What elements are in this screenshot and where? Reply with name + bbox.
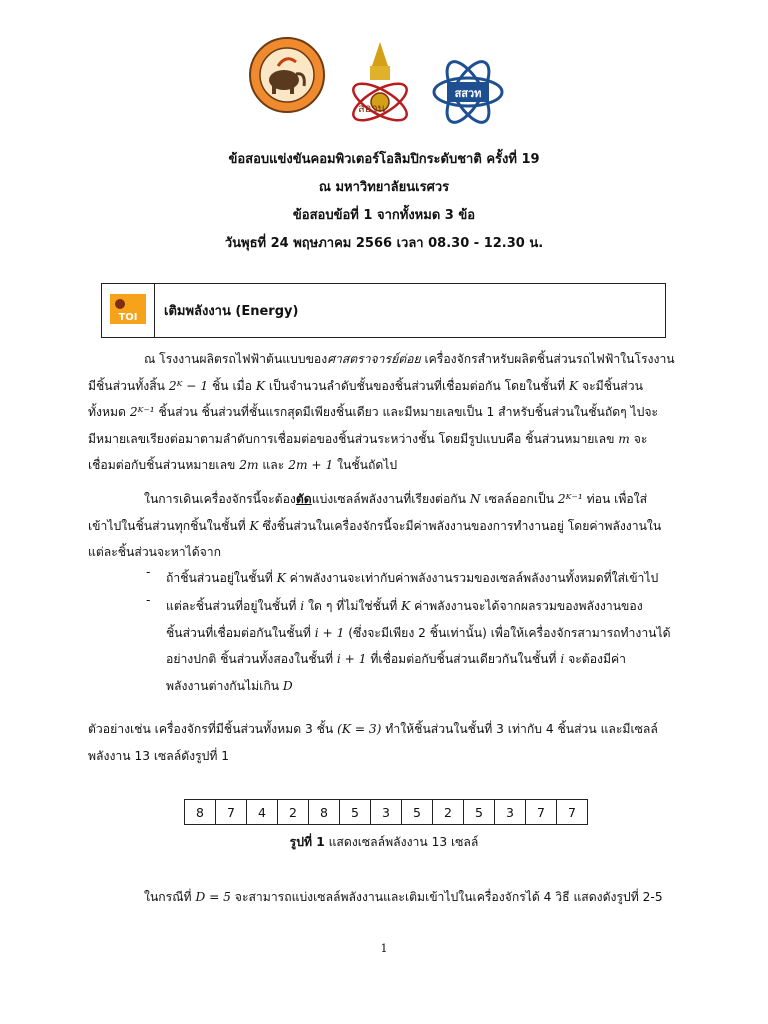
energy-cell: 5 — [340, 800, 371, 825]
energy-cell: 5 — [464, 800, 495, 825]
svg-text:TOI: TOI — [118, 312, 138, 323]
svg-text:สอวน: สอวน — [358, 102, 386, 115]
toi-icon — [102, 284, 155, 337]
final-paragraph: ในกรณีที่ D = 5 จะสามารถแบ่งเซลล์พลังงานและเติมเข้าไปในเครื่องจักรได้ 4 วิธี แสดงดังรูปที่ 2-5 — [144, 890, 663, 904]
energy-cell: 5 — [402, 800, 433, 825]
contest-title: ข้อสอบแข่งขันคอมพิวเตอร์โอลิมปิกระดับชาติ ครั้งที่ 19 — [228, 152, 540, 167]
page-number: 1 — [380, 942, 388, 955]
intro-paragraph: ณ โรงงานผลิตรถไฟฟ้าต้นแบบของศาสตราจารย์ต่อย เครื่องจักรสำหรับผลิตชิ้นส่วนรถไฟฟ้าในโรงงาน มีชิ้นส่วนทั้งสิ้น 2ᴷ − 1 ชิ้น เมื่อ K เป็นจำนวนลำดับชั้นของชิ้นส่วนที่เชื่อมต่อกัน โดยในชั้นที่ K จะมีชิ้นส่วน ทั้งหมด 2ᴷ⁻¹ ชิ้นส่วน ชิ้นส่วนที่ชั้นแรกสุดมีเพียงชิ้นเดียว และมีหมายเลขเป็น 1 สำหรับชิ้นส่วนในชั้นถัดๆ ไปจะ มีหมายเลขเรียงต่อมาตามลำดับการเชื่อมต่อของชิ้นส่วนระหว่างชั้น โดยมีรูปแบบคือ ชิ้นส่วนหมายเลข m จะ เชื่อมต่อกับชิ้นส่วนหมายเลข 2m และ 2m + 1 ในชั้นถัดไป — [88, 352, 675, 472]
example-paragraph: ตัวอย่างเช่น เครื่องจักรที่มีชิ้นส่วนทั้งหมด 3 ชั้น (K = 3) ทำให้ชิ้นส่วนในชั้นที่ 3 เท่ากับ 4 ชิ้นส่วน และมีเซลล์ พลังงาน 13 เซลล์ดังรูปที่ 1 — [88, 722, 658, 763]
energy-cell: 7 — [216, 800, 247, 825]
bullet-1: ถ้าชิ้นส่วนอยู่ในชั้นที่ K ค่าพลังงานจะเท่ากับค่าพลังงานรวมของเซลล์พลังงานทั้งหมดที่ใส่เข้าไป — [166, 571, 659, 585]
energy-cell: 2 — [433, 800, 464, 825]
energy-cell: 7 — [557, 800, 588, 825]
energy-cell: 2 — [278, 800, 309, 825]
problem-count-line: ข้อสอบข้อที่ 1 จากทั้งหมด 3 ข้อ — [292, 208, 476, 223]
energy-cell: 8 — [309, 800, 340, 825]
ipst-logo — [430, 42, 506, 142]
svg-text:สสวท: สสวท — [454, 87, 482, 100]
task-title: เติมพลังงาน (Energy) — [164, 304, 299, 319]
bullet-2: แต่ละชิ้นส่วนที่อยู่ในชั้นที่ i ใด ๆ ที่ไม่ใช่ชั้นที่ K ค่าพลังงานจะได้จากผลรวมของพลังงานของ ชิ้นส่วนที่เชื่อมต่อกันในชั้นที่ i + 1 (ซึ่งจะมีเพียง 2 ชิ้นเท่านั้น) เพื่อให้เครื่องจักรสามารถทำงานได้ อย่างปกติ ชิ้นส่วนทั้งสองในชั้นที่ i + 1 ที่เชื่อมต่อกับชิ้นส่วนเดียวกันในชั้นที่ i จะต้องมีค่า พลังงานต่างกันไม่เกิน D — [166, 599, 671, 693]
date-time-line: วันพุธที่ 24 พฤษภาคม 2566 เวลา 08.30 - 12.30 น. — [224, 236, 544, 251]
figure-caption: รูปที่ 1 แสดงเซลล์พลังงาน 13 เซลล์ — [289, 835, 479, 849]
venue-line: ณ มหาวิทยาลัยนเรศวร — [318, 180, 450, 195]
energy-cell: 3 — [371, 800, 402, 825]
posn-logo — [344, 40, 416, 144]
task-header-box — [101, 283, 666, 338]
cutting-paragraph: ในการเดินเครื่องจักรนี้จะต้องตัดแบ่งเซลล์พลังงานที่เรียงต่อกัน N เซลล์ออกเป็น 2ᴷ⁻¹ ท่อน เพื่อใส่ เข้าไปในชิ้นส่วนทุกชิ้นในชั้นที่ K ซึ่งชิ้นส่วนในเครื่องจักรนี้จะมีค่าพลังงานของการทำงานอยู่ โดยค่าพลังงานใน แต่ละชิ้นส่วนจะหาได้จาก — [88, 492, 662, 559]
energy-cells-table — [184, 799, 588, 825]
energy-cell: 7 — [526, 800, 557, 825]
bullet-marker: - — [146, 565, 151, 579]
energy-cell: 8 — [185, 800, 216, 825]
bullet-marker: - — [146, 593, 151, 607]
energy-cell: 4 — [247, 800, 278, 825]
logo-row — [0, 36, 768, 148]
energy-cell: 3 — [495, 800, 526, 825]
university-seal-logo — [248, 36, 326, 114]
table-row — [185, 800, 588, 825]
